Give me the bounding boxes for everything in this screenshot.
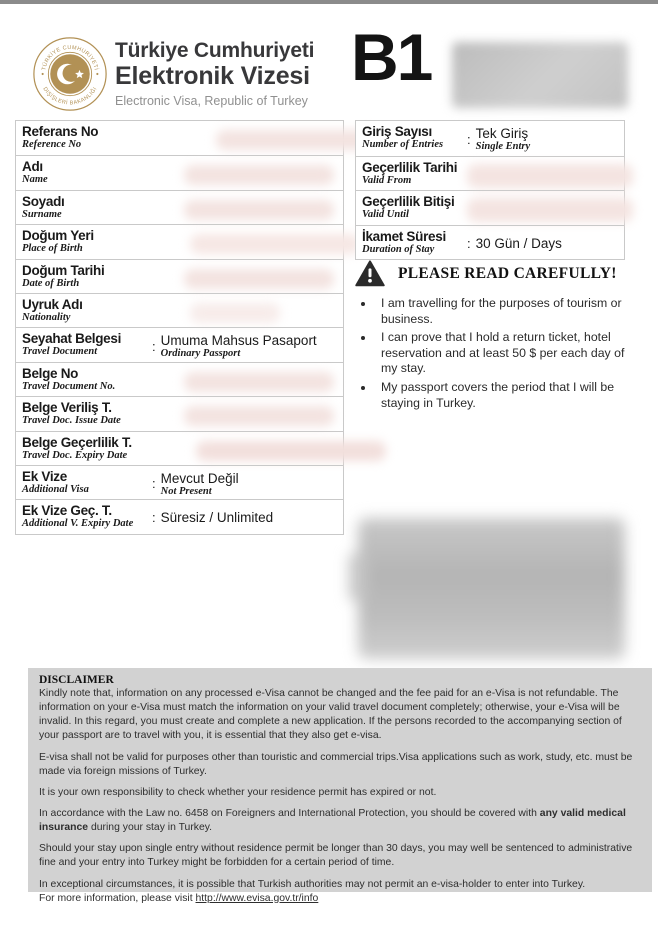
field-label-en: Reference No (22, 139, 82, 150)
field-label-en: Date of Birth (22, 277, 80, 289)
disclaimer-text: Kindly note that, information on any processed e-Visa cannot be changed and the fee paid for an e-Visa is not refundable. The information on your e-Visa must match the information on your valid travel document completely; otherwise, your e-Visa will be invalid. In this regard, you must create and complete a new application. If the persons recorded to the accompanying section of your passport are to travel with you, it is essential that they also get e-visa. (39, 688, 622, 742)
field-row (356, 156, 624, 191)
redacted-value (467, 198, 633, 222)
field-label-tr: Adı (22, 159, 43, 175)
notice-bullet-list (355, 296, 627, 411)
field-row (16, 396, 343, 430)
disclaimer-paragraph (39, 807, 640, 835)
disclaimer-bold-text: any valid medical insurance (39, 807, 626, 834)
applicant-fields-table (15, 120, 344, 535)
notice-bullet: • I can prove that I hold a return ticket, hotel reservation and at least 50 $ per each day of my stay. (375, 330, 627, 377)
field-label-tr: İkamet Süresi (362, 228, 446, 244)
field-label-tr: Doğum Yeri (22, 228, 94, 244)
evisa-info-link[interactable]: http://www.evisa.gov.tr/info (195, 892, 319, 904)
field-value-tr: Tek Giriş (475, 126, 529, 142)
field-row (356, 121, 624, 156)
disclaimer-body (39, 687, 640, 906)
field-value: 30 Gün / Days (475, 235, 562, 251)
colon: : (467, 235, 471, 251)
redacted-value (196, 441, 386, 461)
field-label-en: Travel Document (22, 346, 98, 358)
disclaimer-text: E-visa shall not be valid for purposes other than touristic and commercial trips.Visa applications such as work, study, etc. must be made via foreign missions of Turkey. (39, 751, 633, 777)
disclaimer-paragraph (39, 751, 640, 779)
field-label-en: Valid Until (362, 209, 409, 220)
field-label-en: Travel Doc. Expiry Date (22, 449, 128, 461)
field-label-tr: Geçerlilik Bitişi (362, 194, 455, 209)
disclaimer-text: during your stay in Turkey. (88, 822, 213, 834)
field-row (16, 465, 343, 499)
notice-bullet: • I am travelling for the purposes of tourism or business. (375, 296, 627, 327)
colon: : (467, 131, 471, 147)
disclaimer-box (28, 668, 652, 904)
redacted-value (184, 200, 334, 220)
field-label-tr: Referans No (22, 124, 99, 139)
field-row (16, 431, 343, 465)
field-label-en: Duration of Stay (362, 243, 435, 255)
field-label-en: Valid From (362, 174, 412, 186)
field-row (16, 327, 343, 361)
field-row (16, 155, 343, 189)
redacted-value (467, 164, 633, 188)
disclaimer-paragraph (39, 786, 640, 800)
redacted-value (184, 406, 334, 426)
field-row (16, 293, 343, 327)
field-row (16, 362, 343, 396)
colon: : (152, 338, 156, 354)
field-value: Süresiz / Unlimited (160, 510, 274, 526)
field-label-en: Additional V. Expiry Date (22, 518, 134, 530)
title-line2: Elektronik Vizesi (115, 61, 310, 90)
field-label-en: Travel Doc. Issue Date (22, 415, 121, 427)
field-label-tr: Doğum Tarihi (22, 262, 105, 278)
warning-triangle-icon (355, 260, 385, 287)
redacted-value (184, 165, 334, 185)
disclaimer-paragraph (39, 892, 640, 906)
field-label-en: Place of Birth (22, 243, 83, 255)
field-label-tr: Giriş Sayısı (362, 124, 432, 139)
field-value-en: Ordinary Passport (160, 348, 241, 360)
colon: : (152, 510, 156, 526)
field-label-en: Name (22, 174, 48, 186)
redacted-value (190, 234, 360, 254)
seal-ring-text-top: TÜRKİYE CUMHURİYETİ (41, 44, 99, 72)
disclaimer-text: For more information, please visit (39, 892, 196, 904)
notice-section (355, 260, 627, 414)
field-label-tr: Geçerlilik Tarihi (362, 159, 458, 175)
field-row (16, 121, 343, 155)
field-row (356, 225, 624, 260)
field-row (16, 499, 343, 533)
field-label-tr: Belge No (22, 365, 79, 381)
field-label-tr: Belge Geçerlilik T. (22, 434, 132, 450)
ministry-seal-logo (32, 36, 108, 112)
seal-ring-text-bottom: DIŞİŞLERİ BAKANLIĞI (41, 86, 99, 107)
notice-bullet: • My passport covers the period that I will be staying in Turkey. (375, 380, 627, 411)
redacted-value (184, 269, 334, 289)
redacted-value (216, 130, 376, 150)
disclaimer-text: In accordance with the Law no. 6458 on Foreigners and International Protection, you should be covered with (39, 807, 540, 819)
field-value-tr: Mevcut Değil (160, 470, 239, 486)
notice-title: PLEASE READ CAREFULLY! (398, 264, 617, 282)
redacted-value (190, 303, 280, 323)
field-label-en: Number of Entries (362, 139, 444, 150)
disclaimer-paragraph (39, 687, 640, 744)
field-label-tr: Soyadı (22, 193, 65, 209)
field-label-en: Nationality (22, 311, 71, 323)
colon: : (152, 476, 156, 492)
field-value-tr: Umuma Mahsus Pasaport (160, 333, 317, 349)
field-label-tr: Ek Vize Geç. T. (22, 503, 112, 519)
disclaimer-text: In exceptional circumstances, it is possible that Turkish authorities may not permit an e-visa-holder to enter into Turkey. (39, 878, 586, 890)
field-value-en: Not Present (160, 485, 212, 497)
field-label-en: Surname (22, 208, 62, 220)
field-label-tr: Belge Veriliş T. (22, 400, 112, 416)
visa-fields-table (355, 120, 625, 260)
redacted-stamp-block (358, 518, 625, 659)
disclaimer-title: DISCLAIMER (39, 674, 114, 686)
field-label-en: Travel Document No. (22, 380, 116, 392)
subtitle-en: Electronic Visa, Republic of Turkey (115, 93, 308, 108)
redacted-header-block (452, 42, 628, 108)
field-row (356, 190, 624, 225)
field-label-tr: Uyruk Adı (22, 296, 83, 312)
title-line1: Türkiye Cumhuriyeti (115, 39, 315, 62)
field-label-tr: Seyahat Belgesi (22, 331, 122, 347)
disclaimer-text: It is your own responsibility to check whether your residence permit has expired or not. (39, 786, 437, 798)
field-label-en: Additional Visa (22, 483, 89, 495)
window-top-edge (0, 0, 658, 4)
disclaimer-paragraph (39, 842, 640, 870)
field-row (16, 224, 343, 258)
visa-type-code: B1 (351, 20, 432, 94)
disclaimer-text: Should your stay upon single entry without residence permit be longer than 30 days, you may well be sentenced to administrative fine and your entry into Turkey might be forbidden for a certain period of time. (39, 843, 633, 869)
field-row (16, 190, 343, 224)
field-row (16, 259, 343, 293)
disclaimer-paragraph (39, 878, 640, 892)
field-label-tr: Ek Vize (22, 468, 67, 484)
document-header (32, 36, 314, 112)
redacted-value (184, 372, 334, 392)
field-value-en: Single Entry (475, 141, 531, 153)
